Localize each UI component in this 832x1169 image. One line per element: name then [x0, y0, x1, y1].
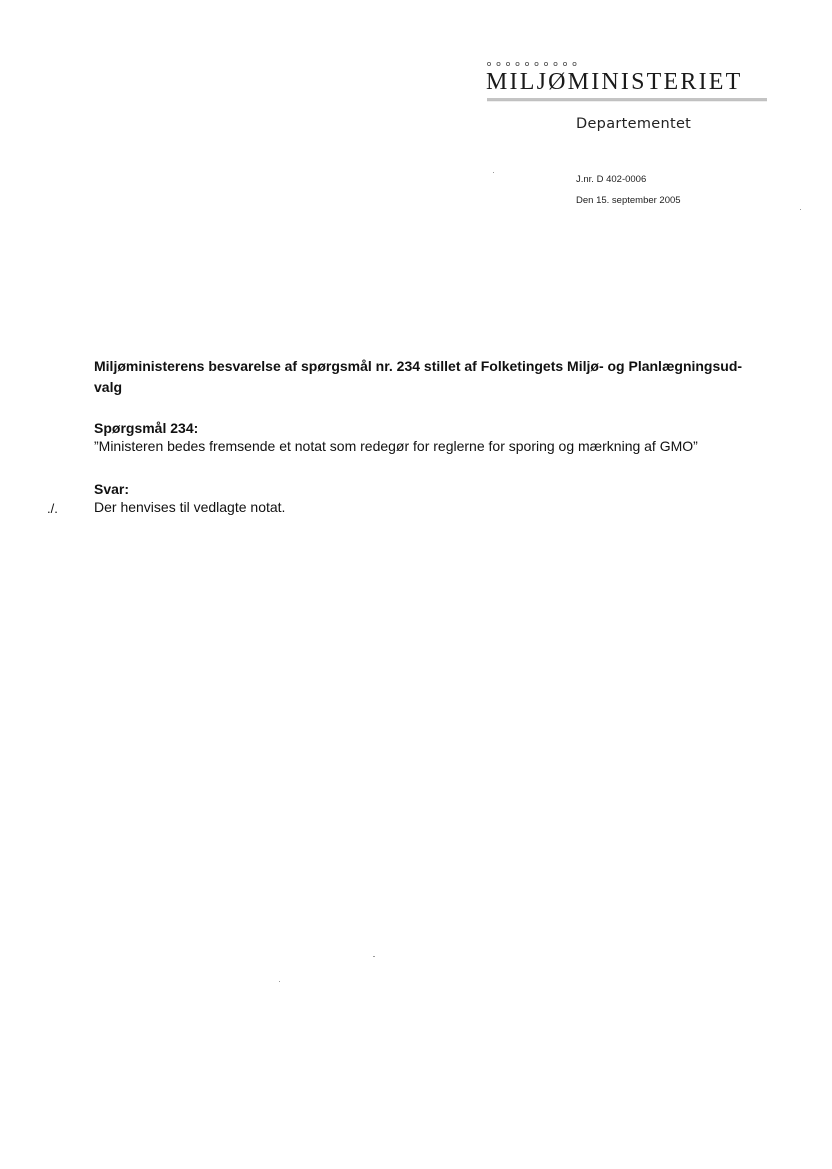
document-date: Den 15. september 2005 [576, 195, 681, 206]
question-text: ”Ministeren bedes fremsende et notat som redegør for reglerne for sporing og mærkning af GMO” [94, 438, 698, 454]
scan-speck [493, 172, 494, 173]
ministry-logo: MILJØMINISTERIET [486, 69, 743, 95]
answer-text: Der henvises til vedlagte notat. [94, 499, 286, 515]
scan-speck [373, 956, 375, 957]
scan-speck [800, 209, 801, 210]
enclosure-margin-mark: ./. [47, 501, 58, 516]
scan-speck [279, 981, 280, 982]
journal-number: J.nr. D 402-0006 [576, 174, 647, 185]
question-heading: Spørgsmål 234: [94, 420, 199, 436]
document-title: Miljøministerens besvarelse af spørgsmål nr. 234 stillet af Folketingets Miljø- og Planlægningsud-valg [94, 358, 743, 395]
answer-heading: Svar: [94, 481, 130, 497]
logo-underline-rule [487, 98, 767, 102]
department-name: Departementet [576, 116, 692, 132]
